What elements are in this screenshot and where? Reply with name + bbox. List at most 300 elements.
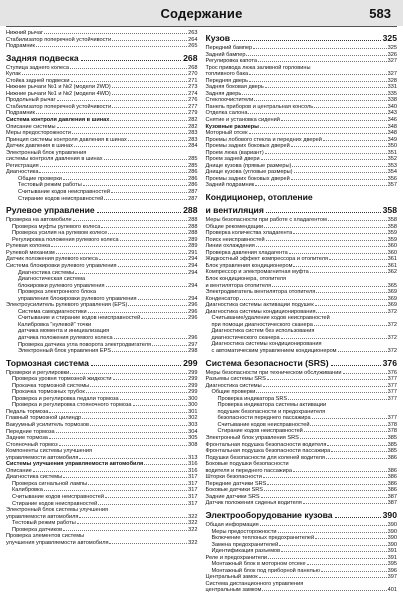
toc-entry-page: 322 [188, 520, 198, 527]
toc-entry-page: 387 [387, 500, 397, 507]
toc-entry-title: Главный тормозной цилиндр [6, 415, 82, 422]
toc-entry-page: 283 [188, 130, 198, 137]
toc-entry-title: Меры предосторожности [211, 528, 277, 535]
dot-leader [253, 48, 386, 49]
toc-entry-title: Электронный блок системы улучшения [6, 507, 109, 514]
dot-leader [265, 87, 387, 88]
toc-entry-page: 301 [188, 408, 198, 415]
toc-entry-page: 351 [387, 149, 397, 156]
dot-leader [312, 418, 387, 419]
dot-leader [109, 543, 187, 544]
toc-entry-page: 283 [188, 136, 198, 143]
toc-entry-page: 299 [188, 382, 198, 389]
dot-leader [329, 259, 387, 260]
toc-entry-page: 354 [387, 169, 397, 176]
dot-leader [36, 46, 187, 47]
toc-entry-title: Проверка усилия на рулевом колесе [12, 230, 108, 237]
dot-leader [114, 338, 188, 339]
toc-entry-title: управляемости автомобиля [6, 513, 79, 520]
toc-entry-page: 322 [188, 513, 198, 520]
dot-leader [258, 61, 387, 62]
toc-entry-page: 303 [188, 421, 198, 428]
toc-entry-title: Считывание кодов неисправностей [12, 494, 104, 500]
toc-entry-title: Проверка сигнальной лампы [12, 480, 88, 487]
toc-entry-page: 385 [387, 434, 397, 441]
toc-section-heading [6, 358, 198, 368]
toc-entry-title: Передние датчики SRS [205, 480, 267, 487]
toc-entry-title: Проверка датчиков [12, 526, 63, 533]
toc-entry-title: Описание системы [6, 123, 56, 130]
toc-entry-page: 387 [387, 493, 397, 500]
toc-entry-page: 386 [387, 467, 397, 474]
toc-entry-page: 390 [387, 541, 397, 548]
dot-leader [56, 253, 187, 254]
toc-entry-title: Меры безопасности при работе с хладагентом [205, 217, 327, 224]
dot-leader [288, 399, 386, 400]
toc-entry-page: 287 [188, 189, 198, 196]
dot-leader [335, 517, 381, 518]
dot-leader [294, 172, 387, 173]
dot-leader [300, 438, 387, 439]
toc-entry-title: системы контроля давления в шинах [6, 156, 103, 163]
dot-leader [331, 365, 381, 366]
toc-entry-title: топливного бака [205, 71, 249, 78]
toc-entry-title: Фронтальная подушка безопасности водителя [205, 441, 327, 448]
page-title: Содержание [160, 5, 243, 21]
toc-entry-title: Электрооборудование кузова [205, 510, 333, 520]
toc-entry-page: 316 [188, 461, 198, 468]
dot-leader [40, 166, 187, 167]
toc-entry-page: 386 [387, 480, 397, 487]
toc-entry-title: Стирание кодов неисправностей [217, 428, 303, 435]
dot-leader [316, 292, 386, 293]
toc-entry-title: Задний бампер [205, 51, 246, 58]
dot-leader [51, 246, 187, 247]
dot-leader [314, 325, 387, 326]
toc-section-heading [206, 192, 398, 202]
page-number: 583 [369, 6, 391, 21]
toc-entry-page: 285 [188, 162, 198, 169]
toc-entry-title: Тестовый режим работы [12, 520, 76, 527]
toc-entry-title: Рулевая колонка [6, 243, 51, 250]
toc-entry-title: Подрамник [6, 110, 36, 117]
dot-leader [57, 100, 188, 101]
toc-entry-page: 357 [387, 182, 397, 189]
toc-entry-title: Проверка муфты рулевого колеса [12, 223, 101, 230]
toc-entry-page: 317 [188, 487, 198, 494]
dot-leader [249, 74, 387, 75]
toc-entry-page: 386 [387, 487, 397, 494]
dot-leader [144, 464, 187, 465]
dot-leader [128, 305, 187, 306]
toc-entry-title: Кондиционер, отопление [205, 192, 313, 203]
toc-entry-title: Проверка электронного блока [18, 289, 96, 296]
toc-entry-title: Проверка датчика угла поворота электродвигателя [18, 341, 152, 348]
toc-entry-title: Электродвигатель вентилятора отопителя [205, 289, 316, 296]
toc-entry-page: 376 [387, 369, 397, 376]
toc-entry-title: Считывание кодов неисправностей [18, 189, 110, 196]
toc-entry-title: Проверка и регулировка стояночного тормоза [12, 402, 132, 409]
toc-entry-title: Задняя боковая дверь [205, 84, 264, 91]
toc-entry-title: Система безопасности (SRS) [205, 357, 329, 368]
dot-leader [281, 338, 387, 339]
dot-leader [101, 227, 187, 228]
toc-entry-page: 328 [387, 77, 397, 84]
toc-entry-page: 385 [387, 448, 397, 455]
dot-leader [242, 94, 386, 95]
dot-leader [152, 345, 187, 346]
toc-entry-title: Общие рекомендации [205, 223, 264, 230]
toc-entry-page: 338 [387, 97, 397, 104]
toc-entry-page: 313 [188, 454, 198, 461]
toc-entry-page: 299 [188, 389, 198, 396]
toc-entry-page: 263 [188, 30, 198, 36]
toc-entry-title: безопасности переднего пассажира [217, 415, 311, 422]
dot-leader [104, 199, 187, 200]
dot-leader [255, 185, 387, 186]
toc-entry-page: 391 [387, 548, 397, 555]
dot-leader [74, 146, 187, 147]
toc-entry-page: 286 [188, 169, 198, 176]
dot-leader [260, 127, 387, 128]
toc-entry-title: Прокачка тормозной системы [12, 382, 90, 389]
dot-leader [59, 445, 188, 446]
toc-entry [206, 182, 398, 189]
toc-entry-title: Электронный блок управления SRS [205, 434, 299, 441]
toc-entry-page: 294 [188, 282, 198, 289]
toc-entry-title: Блок управления кондиционером [205, 262, 293, 269]
toc-entry-title: Диагностика системы [205, 382, 262, 389]
dot-leader [44, 490, 187, 491]
dot-leader [240, 299, 387, 300]
dot-leader [112, 87, 187, 88]
dot-leader [293, 233, 386, 234]
toc-section-heading [206, 358, 398, 368]
toc-entry-page: 284 [188, 143, 198, 150]
toc-entry-title: Проверка и регулировка педали тормоза [12, 395, 119, 402]
toc-entry-title: Электронный блок управления [6, 149, 87, 156]
toc-entry-title: Электронный блок управления EPS [18, 348, 112, 355]
toc-entry-page: 288 [183, 205, 198, 216]
toc-entry [6, 540, 198, 547]
toc-entry-page: 352 [387, 156, 397, 163]
toc-entry-page: 322 [188, 539, 198, 546]
dot-leader [33, 471, 187, 472]
dot-leader [264, 227, 386, 228]
dot-leader [267, 484, 386, 485]
toc-section-heading [6, 53, 198, 63]
dot-leader [104, 159, 188, 160]
toc-entry-title: Описание [6, 467, 32, 474]
toc-entry-page: 296 [188, 315, 198, 322]
toc-entry-title: Диагностика [6, 169, 39, 176]
dot-leader [281, 120, 387, 121]
toc-entry-page: 335 [387, 90, 397, 97]
toc-entry-title: Продольный рычаг [6, 97, 56, 104]
toc-entry-page: 299 [188, 376, 198, 383]
dot-leader [112, 351, 187, 352]
toc-entry-title: Задние тормоза [6, 435, 48, 442]
toc-column-left [6, 30, 198, 566]
toc-entry-page: 397 [387, 574, 397, 581]
toc-entry-page: 356 [387, 175, 397, 182]
toc-entry-page: 276 [188, 97, 198, 104]
toc-entry-title: Педаль тормоза [6, 408, 49, 415]
dot-leader [310, 272, 387, 273]
dot-leader [315, 305, 387, 306]
toc-section-heading [206, 205, 398, 215]
dot-leader [44, 33, 187, 34]
toc-entry-title: Датчик давления в шинах [6, 143, 73, 150]
toc-entry-page: 304 [188, 428, 198, 435]
toc-entry-page: 288 [188, 230, 198, 237]
toc-entry-page: 343 [387, 110, 397, 117]
toc-entry-title: Задняя подвеска [6, 52, 79, 63]
toc-entry-page: 277 [188, 103, 198, 110]
toc-entry-title: управления блокировки рулевого управления [18, 295, 137, 302]
toc-entry-title: Диагностическая система [18, 276, 86, 283]
dot-leader [289, 253, 387, 254]
dot-leader [246, 55, 386, 56]
dot-leader [39, 172, 187, 173]
toc-entry-title: Стабилизатор поперечной устойчивости [6, 36, 112, 43]
toc-entry-page: 331 [387, 84, 397, 91]
toc-entry-page: 348 [387, 123, 397, 130]
dot-leader [112, 94, 187, 95]
toc-entry-page: 274 [188, 90, 198, 97]
toc-entry-page: 377 [387, 395, 397, 402]
toc-entry-title: Идентификация разъемов [211, 548, 281, 555]
dot-leader [120, 240, 188, 241]
toc-entry-page: 297 [188, 341, 198, 348]
toc-entry-title: Центральный замок [205, 574, 258, 581]
toc-entry-page: 289 [188, 236, 198, 243]
toc-entry-page: 378 [387, 421, 397, 428]
dot-leader [81, 60, 181, 61]
toc-entry-page: 294 [188, 295, 198, 302]
toc-entry-title: Моторный отсек [205, 130, 248, 137]
toc-entry-page: 358 [382, 205, 397, 216]
toc-entry-page: 360 [387, 249, 397, 256]
toc-section-heading [206, 510, 398, 520]
dot-leader [83, 185, 187, 186]
toc-entry-page: 298 [188, 348, 198, 355]
toc-entry-title: Системы улучшения управляемости автомобиля [6, 461, 144, 468]
dot-leader [113, 379, 188, 380]
toc-entry-title: Нижние рычаги №1 и №2 (модели 2WD) [6, 84, 111, 91]
toc-entry-title: Днище кузова (угловые размеры) [205, 169, 293, 176]
dot-leader [22, 74, 187, 75]
toc-entry [206, 500, 398, 507]
toc-entry-page: 325 [382, 33, 397, 43]
toc-entry-page: 386 [387, 454, 397, 461]
toc-entry-page: 349 [387, 136, 397, 143]
dot-leader [70, 68, 187, 69]
toc-entry-page: 279 [188, 110, 198, 117]
toc-entry-title: Проем люка (вариант) [205, 149, 264, 156]
toc-entry-page: 365 [387, 282, 397, 289]
dot-leader [266, 212, 381, 213]
toc-entry-title: Задние датчики SRS [205, 493, 260, 500]
dot-leader [279, 545, 386, 546]
toc-entry-page: 358 [387, 217, 397, 224]
dot-leader [331, 451, 386, 452]
toc-entry-title: Проверка индикатора SRS [217, 395, 288, 402]
dot-leader [141, 318, 187, 319]
dot-leader [256, 246, 387, 247]
toc-entry-title: Меры предосторожности [6, 130, 72, 137]
toc-entry-title: Боковые подушки безопасности [205, 461, 289, 468]
dot-leader [268, 558, 387, 559]
dot-leader [118, 266, 188, 267]
toc-entry-page: 350 [387, 143, 397, 150]
toc-entry-title: Проверка давления хладагента [205, 249, 288, 256]
toc-entry-title: Калибровка [12, 487, 43, 494]
toc-entry-page: 268 [183, 52, 198, 63]
toc-columns [6, 30, 397, 594]
toc-entry-title: Общие проверки [211, 389, 256, 396]
toc-entry-title: диагностического сканера [211, 334, 280, 341]
toc-entry-title: Задняя дверь [205, 90, 242, 97]
toc-entry-page: 299 [183, 357, 198, 368]
dot-leader [310, 425, 386, 426]
toc-entry-page: 294 [188, 269, 198, 276]
dot-leader [133, 405, 188, 406]
toc-entry-title: Нижний рычаг [6, 30, 43, 36]
toc-entry [6, 196, 198, 203]
dot-leader [343, 373, 387, 374]
toc-entry-title: Монтажный блок под приборной панелью [211, 567, 320, 574]
toc-entry-title: Блок кондиционера, отопителя [205, 275, 287, 282]
toc-entry-page: 285 [188, 156, 198, 163]
dot-leader [326, 458, 387, 459]
toc-entry-title: Электроусилитель рулевого управления (EPS) [6, 302, 128, 309]
toc-entry-page: 390 [387, 535, 397, 542]
toc-entry-page: 305 [188, 435, 198, 442]
toc-entry-title: Стойка задней подвески [6, 77, 70, 84]
dot-leader [91, 365, 181, 366]
dot-leader [63, 477, 187, 478]
toc-entry-title: Линии охлаждения [205, 243, 255, 250]
toc-entry-title: Задний подрамник [205, 182, 255, 189]
toc-entry-title: Стабилизатор поперечной устойчивости [6, 103, 112, 110]
toc-entry-page: 289 [188, 243, 198, 250]
toc-entry-title: Кузовные размеры [205, 123, 259, 130]
dot-leader [291, 179, 387, 180]
toc-entry-page: 369 [387, 302, 397, 309]
dot-leader [88, 484, 187, 485]
toc-entry-page: 327 [387, 71, 397, 78]
toc-entry-title: Меры безопасности при техническом обслуживании [205, 369, 342, 376]
toc-entry-page: 359 [387, 236, 397, 243]
toc-entry-page: 391 [387, 554, 397, 561]
toc-entry-page: 291 [188, 249, 198, 256]
toc-entry-page: 353 [387, 162, 397, 169]
toc-entry-page: 340 [387, 103, 397, 110]
toc-entry-page: 360 [387, 243, 397, 250]
toc-entry-title: Стирание кодов неисправностей [18, 195, 104, 202]
dot-leader [111, 192, 187, 193]
toc-entry-title: Панель приборов и центральная консоль [205, 103, 314, 110]
dot-leader [272, 286, 387, 287]
dot-leader [281, 551, 387, 552]
toc-entry [6, 348, 198, 355]
toc-entry-page: 378 [387, 428, 397, 435]
dot-leader [75, 273, 187, 274]
toc-entry-page: 271 [188, 77, 198, 84]
dot-leader [56, 432, 187, 433]
toc-entry-title: Стояночный тормоз [6, 441, 58, 448]
dot-leader [256, 392, 386, 393]
toc-entry-title: Считывание кодов неисправностей [217, 421, 310, 428]
toc-entry-title: Диагностика системы [18, 269, 75, 276]
toc-entry-page: 287 [188, 195, 198, 202]
toc-entry-title: Фронтальная подушка безопасности пассажира [205, 448, 331, 455]
dot-leader [321, 571, 387, 572]
toc-entry-title: и вентиляция [205, 205, 264, 216]
dot-leader [49, 438, 187, 439]
toc-section-heading [206, 33, 398, 43]
dot-leader [261, 159, 387, 160]
dot-leader [316, 312, 386, 313]
toc-entry-title: с автоматическим управлением кондиционером [211, 347, 337, 354]
toc-entry-title: центральным замком [205, 587, 262, 594]
dot-leader [248, 113, 386, 114]
toc-entry-title: Проверка уровня тормозной жидкости [12, 376, 112, 383]
toc-entry-title: подушек безопасности и предохранителя [217, 408, 326, 415]
toc-entry-title: Проем задней двери [205, 156, 260, 163]
toc-entry-page: 294 [188, 262, 198, 269]
toc-entry-page: 390 [387, 528, 397, 535]
dot-leader [90, 386, 187, 387]
toc-entry-title: Подушки безопасности для коленей водителя [205, 454, 325, 461]
dot-leader [327, 445, 386, 446]
toc-entry-title: Тестовый режим работы [18, 182, 82, 189]
toc-entry-title: Общие проверки [18, 175, 62, 182]
dot-leader [108, 233, 187, 234]
toc-entry-title: Проверки и регулировки [6, 369, 70, 376]
dot-leader [86, 392, 187, 393]
dot-leader [72, 133, 187, 134]
toc-entry-page: 396 [387, 567, 397, 574]
dot-leader [264, 490, 387, 491]
toc-entry-page: 282 [188, 117, 198, 124]
toc-entry-title: Датчик положения рулевого колеса [6, 256, 98, 263]
toc-entry-page: 369 [387, 295, 397, 302]
toc-entry-title: Датчик положения сиденья водителя [205, 500, 302, 507]
toc-entry-page: 317 [188, 500, 198, 507]
dot-leader [307, 564, 387, 565]
toc-entry-page: 308 [188, 441, 198, 448]
toc-entry-page: 282 [188, 123, 198, 130]
dot-leader [259, 577, 387, 578]
toc-entry-page: 268 [188, 64, 198, 71]
toc-entry-title: Нижние рычаги №1 и №2 (модели 4WD) [6, 90, 111, 97]
toc-entry-title: водителя и переднего пассажира [205, 467, 292, 474]
toc-entry-page: 296 [188, 302, 198, 309]
toc-entry-title: Проверка индикатора системы активации [217, 402, 327, 409]
header-rule [6, 26, 397, 27]
dot-leader [105, 497, 187, 498]
dot-leader [99, 259, 187, 260]
toc-entry-page: 390 [387, 522, 397, 528]
toc-entry-title: Конденсатор [205, 295, 239, 302]
toc-entry-page: 372 [387, 308, 397, 315]
toc-entry-title: Стирание кодов неисправностей [12, 500, 98, 507]
toc-entry-page: 358 [387, 223, 397, 230]
toc-entry-page: 264 [188, 36, 198, 43]
toc-entry [206, 587, 398, 594]
